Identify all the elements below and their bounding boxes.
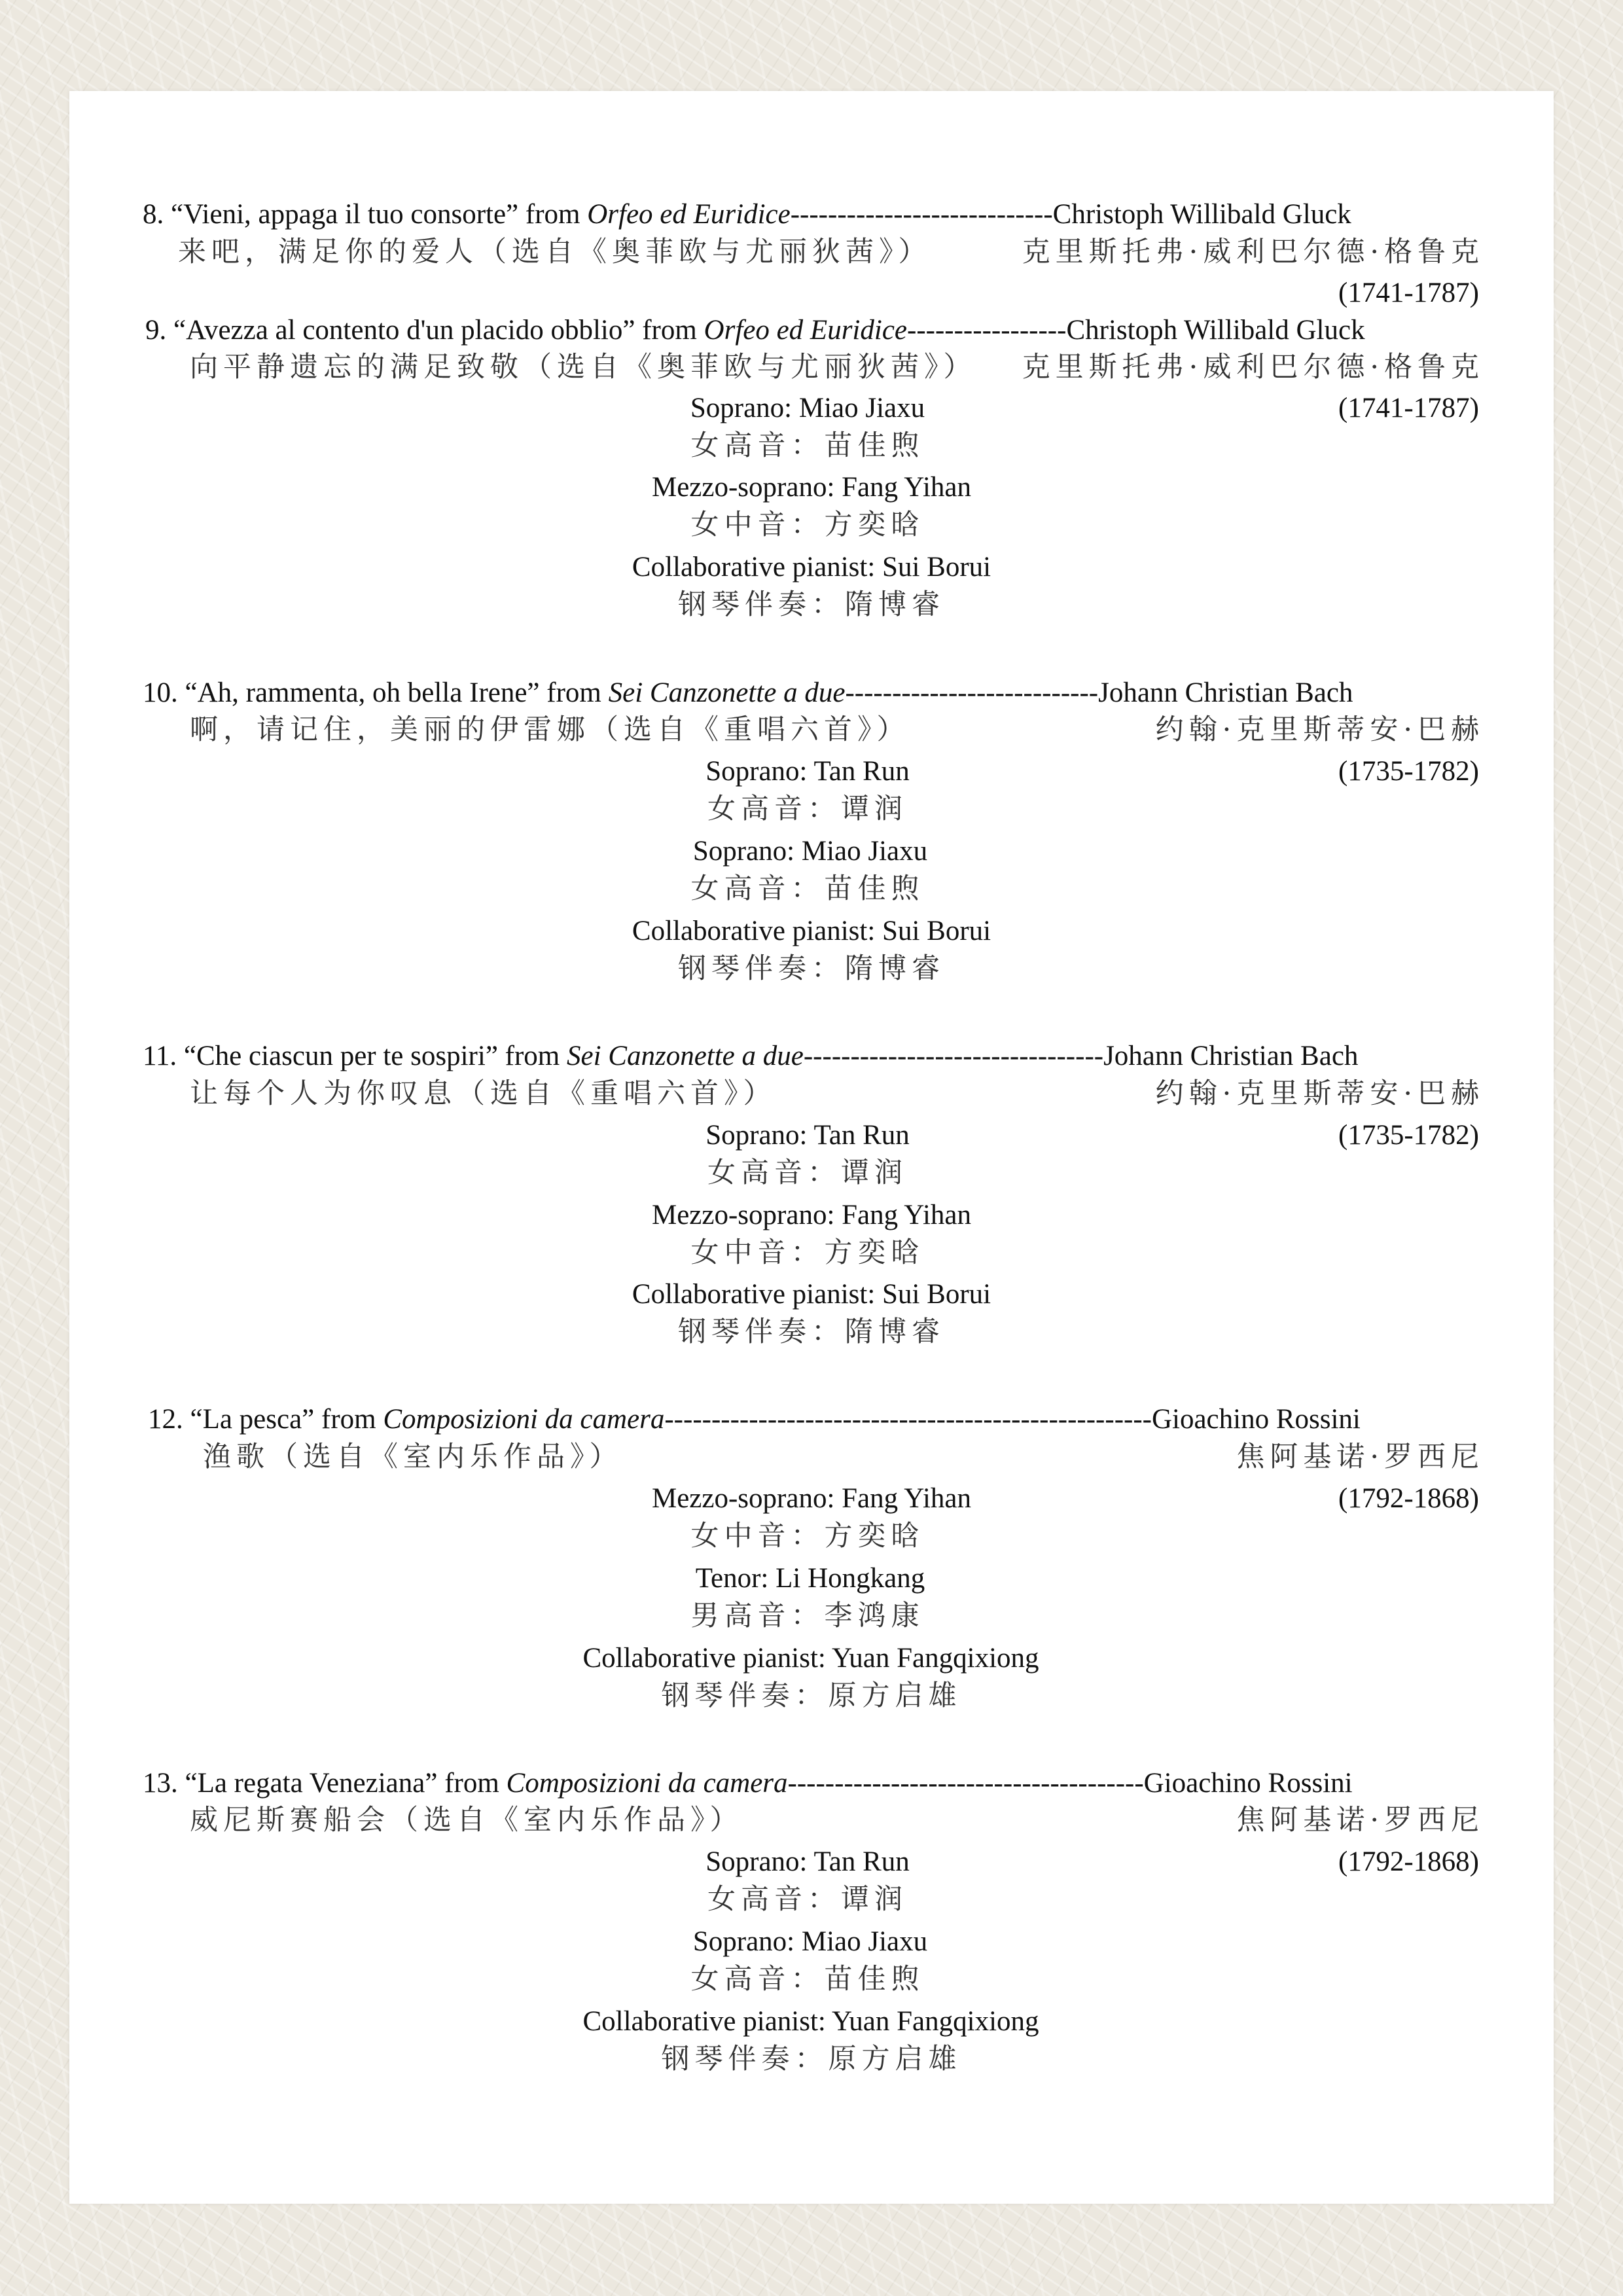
performer-role-cn: 男高音：李鸿康 xyxy=(690,1600,925,1632)
piece-number: 9. xyxy=(145,315,167,346)
piece-title-cn: 啊，请记住，美丽的伊雷娜（选自《重唱六首》） xyxy=(190,713,910,746)
piece-title: “Che ciascun per te sospiri” xyxy=(183,1041,498,1071)
work-title: Orfeo ed Euridice xyxy=(587,199,791,230)
composer-name: Christoph Willibald Gluck xyxy=(1066,315,1365,346)
piece-title-cn: 来吧，满足你的爱人（选自《奥菲欧与尤丽狄茜》） xyxy=(178,236,932,268)
performer-role: Mezzo-soprano: Fang Yihan xyxy=(651,1200,972,1230)
from-word: from xyxy=(321,1404,376,1435)
performer-role: Soprano: Miao Jiaxu xyxy=(690,393,925,423)
composer-name-cn: 克里斯托弗·威利巴尔德·格鲁克 xyxy=(1022,236,1484,268)
performer-role-cn: 女高音：谭润 xyxy=(707,1157,908,1189)
piece-title: “La regata Veneziana” xyxy=(185,1768,438,1799)
piece-title: “Avezza al contento d'un placido obblio” xyxy=(173,315,635,346)
piece-title-cn: 威尼斯赛船会（选自《室内乐作品》） xyxy=(190,1804,743,1837)
work-title: Composizioni da camera xyxy=(506,1768,788,1799)
performer-role-cn: 女中音：方奕晗 xyxy=(690,509,925,541)
piece-title-line xyxy=(143,679,1353,707)
piece-number: 12. xyxy=(148,1404,183,1435)
performer-role-cn: 女高音：苗佳煦 xyxy=(690,872,925,905)
work-title: Sei Canzonette a due xyxy=(567,1041,804,1071)
composer-name-cn: 焦阿基诺·罗西尼 xyxy=(1236,1441,1484,1473)
leader-dashes: ----------------- xyxy=(907,315,1067,346)
piece-title-line xyxy=(148,1405,1361,1433)
from-word: from xyxy=(642,315,697,346)
performer-role-cn: 女高音：苗佳煦 xyxy=(690,1963,925,1996)
composer-name-cn: 克里斯托弗·威利巴尔德·格鲁克 xyxy=(1022,351,1484,384)
from-word: from xyxy=(525,199,580,230)
leader-dashes: ---------------------------- xyxy=(790,199,1053,230)
composer-dates: (1735-1782) xyxy=(1338,1120,1479,1151)
performer-role-cn: 钢琴伴奏：原方启雄 xyxy=(661,2043,962,2075)
performer-role: Collaborative pianist: Yuan Fangqixiong xyxy=(582,1643,1039,1674)
performer-role: Soprano: Tan Run xyxy=(705,756,910,787)
piece-title: “La pesca” xyxy=(190,1404,315,1435)
work-title: Sei Canzonette a due xyxy=(608,677,846,708)
performer-role-cn: 女中音：方奕晗 xyxy=(690,1520,925,1552)
piece-title-line xyxy=(143,1042,1358,1070)
leader-dashes: -------------------------------- xyxy=(803,1041,1104,1071)
performer-role: Soprano: Tan Run xyxy=(705,1120,910,1151)
composer-name-cn: 约翰·克里斯蒂安·巴赫 xyxy=(1155,713,1484,746)
composer-dates: (1741-1787) xyxy=(1338,278,1479,308)
piece-title-line xyxy=(143,200,1351,228)
composer-dates: (1741-1787) xyxy=(1338,393,1479,423)
performer-role: Collaborative pianist: Sui Borui xyxy=(632,552,991,583)
piece-number: 10. xyxy=(143,677,178,708)
performer-role-cn: 女高音：谭润 xyxy=(707,793,908,825)
piece-title-cn: 渔歌（选自《室内乐作品》） xyxy=(203,1441,623,1473)
performer-role: Soprano: Miao Jiaxu xyxy=(692,1926,928,1957)
performer-role: Collaborative pianist: Sui Borui xyxy=(632,1279,991,1310)
piece-title-cn: 让每个人为你叹息（选自《重唱六首》） xyxy=(190,1077,777,1110)
piece-title: “Vieni, appaga il tuo consorte” xyxy=(171,199,519,230)
piece-title: “Ah, rammenta, oh bella Irene” xyxy=(185,677,540,708)
performer-role-cn: 女高音：苗佳煦 xyxy=(690,429,925,462)
composer-name-cn: 约翰·克里斯蒂安·巴赫 xyxy=(1155,1077,1484,1110)
leader-dashes: --------------------------- xyxy=(845,677,1099,708)
work-title: Composizioni da camera xyxy=(383,1404,665,1435)
performer-role: Mezzo-soprano: Fang Yihan xyxy=(651,1483,972,1514)
piece-title-line xyxy=(145,316,1365,344)
composer-name: Gioachino Rossini xyxy=(1151,1404,1361,1435)
performer-role-cn: 钢琴伴奏：原方启雄 xyxy=(661,1679,962,1712)
piece-title-cn: 向平静遗忘的满足致敬（选自《奥菲欧与尤丽狄茜》） xyxy=(190,351,977,384)
composer-name: Johann Christian Bach xyxy=(1103,1041,1359,1071)
performer-role: Mezzo-soprano: Fang Yihan xyxy=(651,472,972,503)
work-title: Orfeo ed Euridice xyxy=(704,315,908,346)
performer-role-cn: 钢琴伴奏：隋博睿 xyxy=(678,1316,945,1348)
piece-title-line xyxy=(143,1769,1353,1797)
from-word: from xyxy=(505,1041,560,1071)
performer-role: Soprano: Miao Jiaxu xyxy=(692,836,928,867)
composer-name: Johann Christian Bach xyxy=(1098,677,1353,708)
performer-role-cn: 钢琴伴奏：隋博睿 xyxy=(678,952,945,985)
performer-role: Soprano: Tan Run xyxy=(705,1846,910,1877)
performer-role: Collaborative pianist: Sui Borui xyxy=(632,916,991,946)
composer-name: Gioachino Rossini xyxy=(1143,1768,1353,1799)
performer-role: Collaborative pianist: Yuan Fangqixiong xyxy=(582,2006,1039,2037)
performer-role: Tenor: Li Hongkang xyxy=(695,1563,925,1594)
from-word: from xyxy=(546,677,601,708)
composer-dates: (1792-1868) xyxy=(1338,1846,1479,1877)
leader-dashes: ---------------------------------------------------- xyxy=(664,1404,1152,1435)
composer-dates: (1792-1868) xyxy=(1338,1483,1479,1514)
from-word: from xyxy=(444,1768,499,1799)
performer-role-cn: 钢琴伴奏：隋博睿 xyxy=(678,588,945,621)
composer-dates: (1735-1782) xyxy=(1338,756,1479,787)
composer-name: Christoph Willibald Gluck xyxy=(1052,199,1351,230)
performer-role-cn: 女中音：方奕晗 xyxy=(690,1236,925,1269)
composer-name-cn: 焦阿基诺·罗西尼 xyxy=(1236,1804,1484,1837)
piece-number: 13. xyxy=(143,1768,178,1799)
leader-dashes: -------------------------------------- xyxy=(787,1768,1144,1799)
piece-number: 11. xyxy=(143,1041,177,1071)
piece-number: 8. xyxy=(143,199,164,230)
performer-role-cn: 女高音：谭润 xyxy=(707,1883,908,1916)
